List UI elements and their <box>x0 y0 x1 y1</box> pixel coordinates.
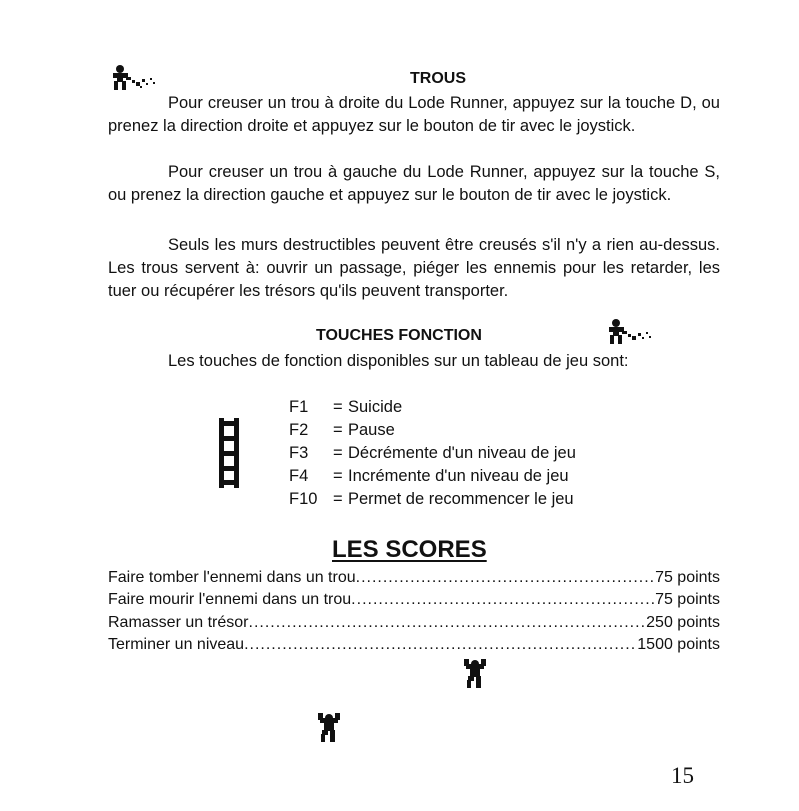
trous-paragraph-1: Pour creuser un trou à droite du Lode Runner, appuyez sur la touche D, ou prenez la direction droite et appuyez sur le bouton de tir avec le joystick. <box>108 94 720 135</box>
function-key-description: Suicide <box>348 398 403 416</box>
trous-paragraph-3: Seuls les murs destructibles peuvent être creusés s'il n'y a rien au-dessus. Les trous servent à: ouvrir un passage, piéger les ennemis pour les retarder, les tuer ou récupérer les trésors qu'ils peuvent transporter. <box>108 236 720 300</box>
equals-sign: = <box>333 490 343 508</box>
equals-sign: = <box>333 421 343 439</box>
function-key-row <box>289 396 402 419</box>
score-points: 75 points <box>655 569 720 586</box>
score-points: 75 points <box>655 591 720 608</box>
equals-sign: = <box>333 444 343 462</box>
score-points: 1500 points <box>637 636 720 653</box>
scores-heading: LES SCORES <box>332 536 487 563</box>
page-number: 15 <box>671 763 694 788</box>
function-key-description: Permet de recommencer le jeu <box>348 490 574 508</box>
function-key-description: Pause <box>348 421 395 439</box>
runner-digging-icon <box>606 318 662 346</box>
equals-sign: = <box>333 467 343 485</box>
score-row <box>108 612 720 634</box>
touches-intro: Les touches de fonction disponibles sur un tableau de jeu sont: <box>168 352 629 370</box>
function-key: F4 <box>289 467 309 485</box>
trous-heading: TROUS <box>410 70 466 87</box>
dot-leader <box>351 589 655 611</box>
function-key: F3 <box>289 444 309 462</box>
dot-leader <box>249 612 647 634</box>
function-key-row <box>289 488 574 511</box>
score-label: Terminer un niveau <box>108 636 245 653</box>
score-points: 250 points <box>646 614 720 631</box>
dot-leader <box>244 634 637 656</box>
enemy-guard-icon <box>463 659 487 689</box>
function-key: F2 <box>289 421 309 439</box>
score-label: Ramasser un trésor <box>108 614 249 631</box>
runner-digging-icon <box>110 64 166 92</box>
function-key: F1 <box>289 398 309 416</box>
equals-sign: = <box>333 398 343 416</box>
function-key-row <box>289 419 395 442</box>
score-row <box>108 567 720 589</box>
score-row <box>108 634 720 656</box>
score-label: Faire mourir l'ennemi dans un trou <box>108 591 352 608</box>
ladder-icon <box>218 418 240 488</box>
function-key-description: Incrémente d'un niveau de jeu <box>348 467 569 485</box>
function-key-description: Décrémente d'un niveau de jeu <box>348 444 576 462</box>
function-key-row <box>289 465 569 488</box>
score-label: Faire tomber l'ennemi dans un trou <box>108 569 356 586</box>
touches-heading: TOUCHES FONCTION <box>316 327 482 344</box>
trous-paragraph-2: Pour creuser un trou à gauche du Lode Runner, appuyez sur la touche S, ou prenez la direction gauche et appuyez sur le bouton de tir avec le joystick. <box>108 163 720 204</box>
function-key: F10 <box>289 490 318 508</box>
enemy-guard-icon <box>317 713 341 743</box>
dot-leader <box>356 567 655 589</box>
function-key-row <box>289 442 576 465</box>
score-row <box>108 589 720 611</box>
